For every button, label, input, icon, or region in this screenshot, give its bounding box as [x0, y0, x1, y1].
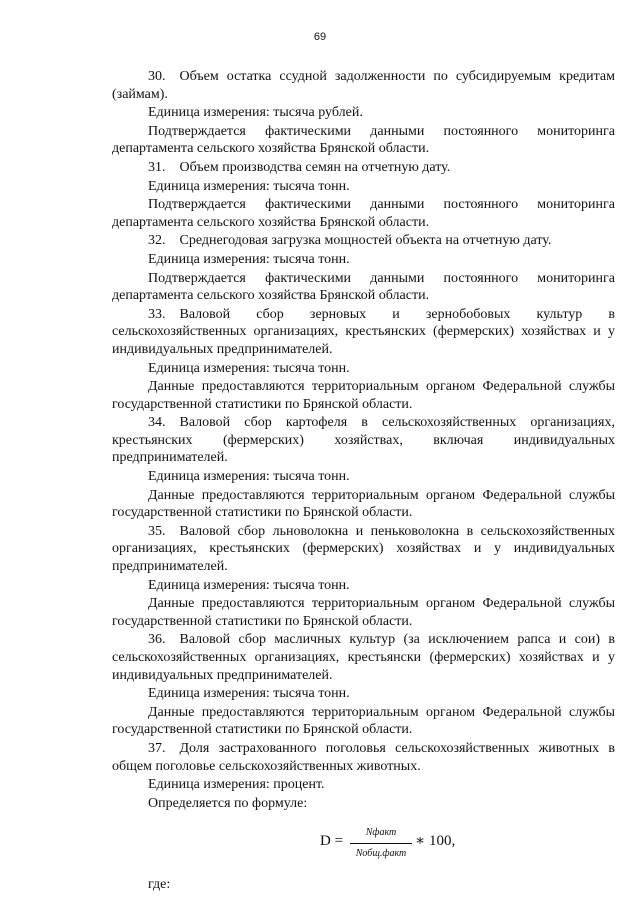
paragraph: 30. Объем остатка ссудной задолженности по субсидируемым кредитам (займам). — [112, 69, 615, 102]
paragraph: Единица измерения: процент. — [148, 777, 325, 793]
formula-rhs: ∗ 100, — [415, 833, 456, 850]
paragraph: 33. Валовой сбор зерновых и зернобобовых культур в сельскохозяйственных организациях, крестьянских (фермерских) хозяйствах и у индивидуальных предпринимателей. — [112, 306, 615, 357]
where-label: где: — [148, 877, 171, 893]
paragraph: 37. Доля застрахованного поголовья сельскохозяйственных животных в общем поголовье сельскохозяйственных животных. — [112, 740, 615, 774]
paragraph: Единица измерения: тысяча тонн. — [148, 686, 350, 702]
page-number: 69 — [313, 31, 327, 43]
paragraph: Единица измерения: тысяча тонн. — [148, 469, 350, 485]
paragraph: Единица измерения: тысяча тонн. — [148, 577, 350, 593]
formula-fraction — [350, 824, 412, 862]
paragraph: Данные предоставляются территориальным органом Федеральной службы государственной статистики по Брянской области. — [112, 596, 615, 629]
document-body — [112, 68, 615, 894]
formula-lhs: D = — [320, 833, 344, 850]
paragraph: 36. Валовой сбор масличных культур (за исключением рапса и сои) в сельскохозяйственных организациях, крестьянски (фермерских) хозяйствах и у индивидуальных предпринимателей. — [112, 632, 615, 683]
formula-numerator: Nфакт — [350, 824, 412, 844]
paragraph: Единица измерения: тысяча тонн. — [148, 251, 350, 267]
formula-denominator: Nобщ.факт — [355, 847, 407, 859]
paragraph: Единица измерения: тысяча рублей. — [148, 105, 363, 121]
paragraph: 34. Валовой сбор картофеля в сельскохозяйственных организациях, крестьянских (фермерских) хозяйствах, включая индивидуальных предпринимателей. — [112, 415, 615, 466]
paragraph: 31. Объем производства семян на отчетную дату. — [148, 159, 451, 175]
paragraph: Данные предоставляются территориальным органом Федеральной службы государственной статистики по Брянской области. — [112, 487, 615, 521]
paragraph: 32. Среднегодовая загрузка мощностей объекта на отчетную дату. — [148, 233, 552, 249]
paragraph-list — [112, 68, 615, 812]
paragraph: Подтверждается фактическими данными постоянного мониторинга департамента сельского хозяйства Брянской области. — [112, 123, 615, 157]
formula — [112, 824, 615, 864]
paragraph: Единица измерения: тысяча тонн. — [148, 178, 350, 194]
paragraph: Данные предоставляются территориальным органом Федеральной службы государственной статистики по Брянской области. — [112, 379, 615, 412]
paragraph: Единица измерения: тысяча тонн. — [148, 360, 350, 376]
paragraph: 35. Валовой сбор льноволокна и пеньковолокна в сельскохозяйственных организациях, крестьянских (фермерских) хозяйствах и у индивидуальных предпринимателей. — [112, 523, 615, 575]
paragraph: Подтверждается фактическими данными постоянного мониторинга департамента сельского хозяйства Брянской области. — [112, 197, 615, 230]
paragraph: Определяется по формуле: — [148, 795, 308, 811]
paragraph: Данные предоставляются территориальным органом Федеральной службы государственной статистики по Брянской области. — [112, 704, 615, 738]
paragraph: Подтверждается фактическими данными постоянного мониторинга департамента сельского хозяйства Брянской области. — [112, 270, 615, 304]
